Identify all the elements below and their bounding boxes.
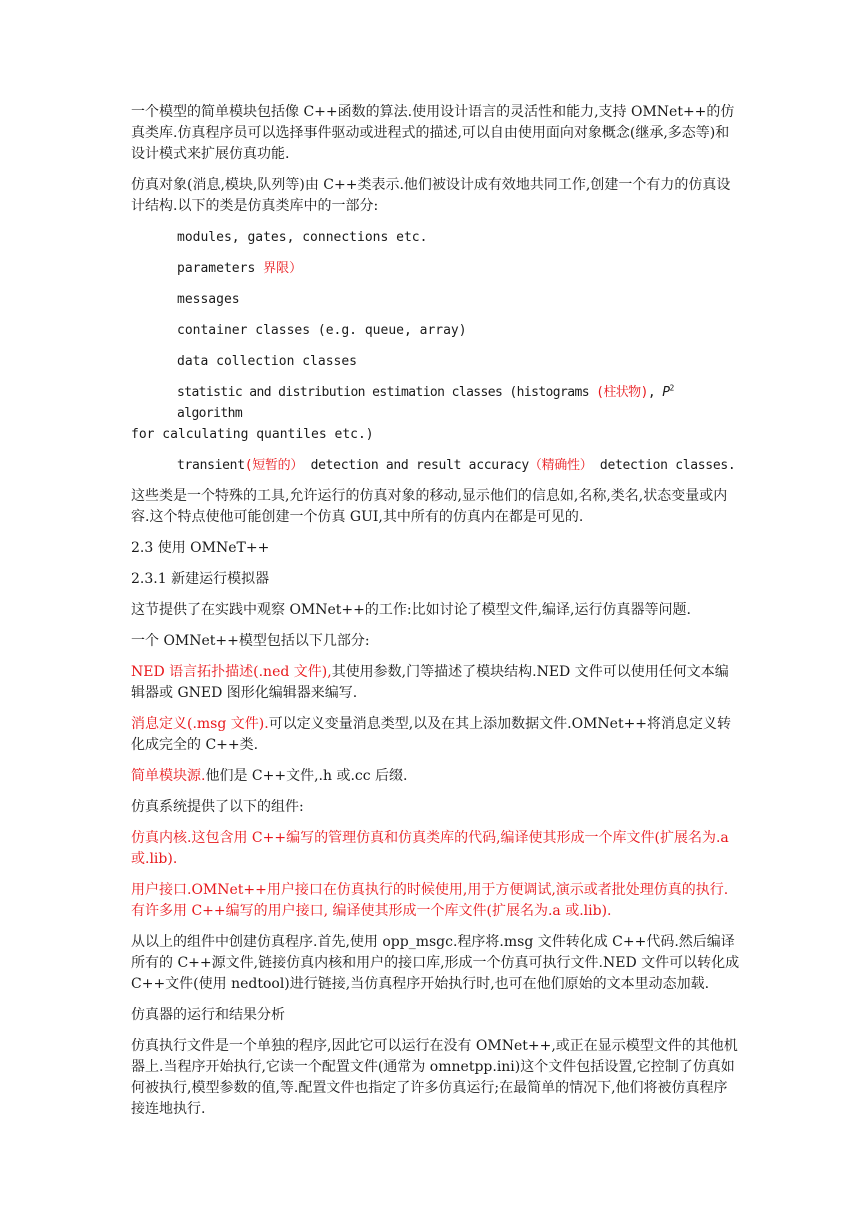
part-description: 可以定义变量消息类型,以及在其上添加数据文件.OMNet++将消息定义转化成完全的 C++类. [131, 716, 732, 753]
class-list-item: data collection classes [177, 354, 358, 369]
model-part-msg [131, 714, 741, 756]
item-text: statistic and distribution estimation classes (histograms [177, 385, 597, 400]
item-text: parameters [177, 261, 264, 276]
paragraph-build-process: 从以上的组件中创建仿真程序.首先,使用 opp_msgc.程序将.msg 文件转化成 C++代码.然后编译所有的 C++源文件,链接仿真内核和用户的接口库,形成一个仿真可执行文件.NED 文件可以转化成 C++文件(使用 nedtool)进行链接,当仿真程序开始执行时,也可在他们原始的文本里动态加载. [131, 934, 740, 992]
subsection-heading: 2.3.1 新建运行模拟器 [131, 571, 270, 587]
item-text: detection and result accuracy [303, 458, 529, 473]
class-list-item: container classes (e.g. queue, array) [177, 323, 467, 338]
part-term: 简单模块源. [131, 768, 206, 784]
section-heading: 2.3 使用 OMNeT++ [131, 540, 270, 556]
part-term: NED 语言拓扑描述(.ned 文件), [131, 664, 332, 680]
intro-paragraph-1: 一个模型的简单模块包括像 C++函数的算法.使用设计语言的灵活性和能力,支持 OMNet++的仿真类库.仿真程序员可以选择事件驱动或进程式的描述,可以自由使用面向对象概念(继承,多态等)和设计模式来扩展仿真功能. [131, 104, 735, 162]
paragraph-run-details: 仿真执行文件是一个单独的程序,因此它可以运行在没有 OMNet++,或正在显示模型文件的其他机器上.当程序开始执行,它读一个配置文件(通常为 omnetpp.ini)这个文件包括设置,它控制了仿真如何被执行,模型参数的值,等.配置文件也指定了许多仿真运行;在最简单的情况下,他们将被仿真程序接连地执行. [131, 1038, 738, 1117]
item-symbol: P [662, 385, 670, 400]
paragraph-model-parts-intro: 一个 OMNet++模型包括以下几部分: [131, 633, 370, 649]
item-text: , [647, 385, 663, 400]
class-list-item [131, 382, 741, 445]
item-text: detection classes. [592, 458, 736, 473]
item-note: (短暂的） [244, 458, 304, 473]
part-description: 他们是 C++文件,.h 或.cc 后缀. [205, 768, 408, 784]
intro-paragraph-2: 仿真对象(消息,模块,队列等)由 C++类表示.他们被设计成有效地共同工作,创建一个有力的仿真设计结构.以下的类是仿真类库中的一部分: [131, 177, 731, 214]
item-note: (柱状物) [596, 385, 648, 400]
item-note: （精确性） [528, 458, 593, 473]
paragraph-overview: 这节提供了在实践中观察 OMNet++的工作:比如讨论了模型文件,编译,运行仿真器等问题. [131, 602, 691, 618]
item-continuation: for calculating quantiles etc.) [131, 427, 374, 442]
item-superscript: 2 [669, 383, 674, 393]
class-list-item [131, 258, 741, 279]
model-part-ned [131, 662, 741, 704]
item-text: algorithm [177, 406, 243, 421]
model-part-source [131, 766, 741, 787]
component-user-interface: 用户接口.OMNet++用户接口在仿真执行的时候使用,用于方便调试,演示或者批处理仿真的执行.有许多用 C++编写的用户接口, 编译使其形成一个库文件(扩展名为.a 或.lib). [131, 882, 729, 919]
component-kernel: 仿真内核.这包含用 C++编写的管理仿真和仿真类库的代码,编译使其形成一个库文件(扩展名为.a 或.lib). [131, 830, 729, 867]
class-list-item: modules, gates, connections etc. [177, 230, 428, 245]
class-list-item: messages [177, 292, 240, 307]
paragraph-run-heading: 仿真器的运行和结果分析 [131, 1007, 285, 1023]
class-list-item [131, 455, 741, 476]
item-note: 界限） [263, 261, 303, 276]
class-list [131, 227, 741, 476]
paragraph-components-intro: 仿真系统提供了以下的组件: [131, 799, 304, 815]
document-page [131, 102, 741, 1130]
item-line [131, 382, 741, 424]
part-term: 消息定义(.msg 文件). [131, 716, 269, 732]
part-description: 其使用参数,门等描述了模块结构.NED 文件可以使用任何文本编辑器或 GNED 图形化编辑器来编写. [131, 664, 729, 701]
item-text: transient [177, 458, 245, 473]
paragraph-class-features: 这些类是一个特殊的工具,允许运行的仿真对象的移动,显示他们的信息如,名称,类名,状态变量或内容.这个特点使他可能创建一个仿真 GUI,其中所有的仿真内在都是可见的. [131, 488, 728, 525]
